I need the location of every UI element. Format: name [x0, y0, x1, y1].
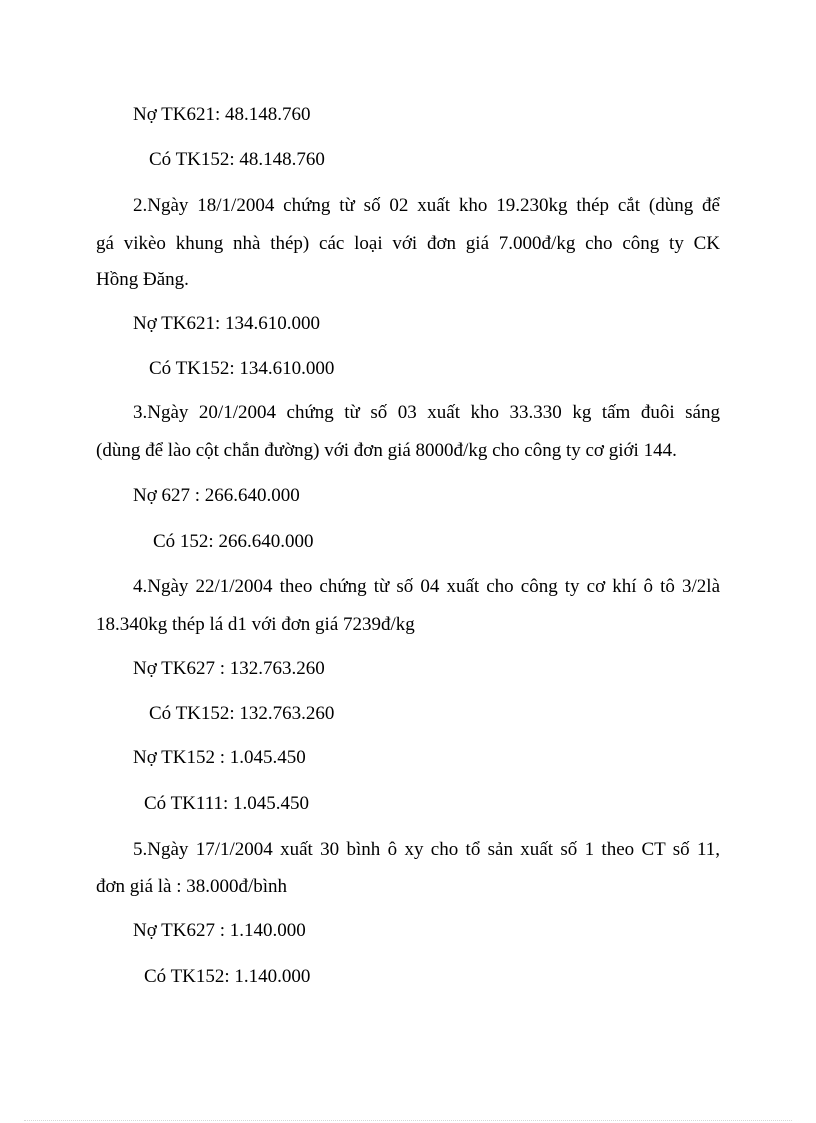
item-4-line-1: 4.Ngày 22/1/2004 theo chứng từ số 04 xuất cho công ty cơ khí ô tô 3/2là — [133, 576, 720, 597]
entry-3-debit: Nợ 627 : 266.640.000 — [133, 485, 300, 506]
entry-4-credit: Có TK152: 132.763.260 — [149, 703, 335, 724]
entry-4b-debit: Nợ TK152 : 1.045.450 — [133, 747, 306, 768]
item-3-line-1: 3.Ngày 20/1/2004 chứng từ số 03 xuất kho 33.330 kg tấm đuôi sáng — [133, 402, 720, 423]
entry-1-credit: Có TK152: 48.148.760 — [149, 149, 325, 170]
item-3-line-2: (dùng để lào cột chắn đường) với đơn giá 8000đ/kg cho công ty cơ giới 144. — [96, 440, 677, 461]
entry-1-debit: Nợ TK621: 48.148.760 — [133, 104, 311, 125]
item-2-line-1: 2.Ngày 18/1/2004 chứng từ số 02 xuất kho 19.230kg thép cắt (dùng để — [133, 195, 720, 216]
item-2-line-2: gá vikèo khung nhà thép) các loại với đơn giá 7.000đ/kg cho công ty CK — [96, 233, 720, 254]
item-5-line-1: 5.Ngày 17/1/2004 xuất 30 bình ô xy cho tổ sản xuất số 1 theo CT số 11, — [133, 839, 720, 860]
entry-3-credit: Có 152: 266.640.000 — [153, 531, 314, 552]
entry-2-debit: Nợ TK621: 134.610.000 — [133, 313, 321, 334]
entry-4b-credit: Có TK111: 1.045.450 — [144, 793, 310, 814]
entry-2-credit: Có TK152: 134.610.000 — [149, 358, 335, 379]
item-5-line-2: đơn giá là : 38.000đ/bình — [96, 876, 288, 897]
item-4-line-2: 18.340kg thép lá d1 với đơn giá 7239đ/kg — [96, 614, 415, 635]
page-bottom-divider — [24, 1120, 792, 1121]
entry-5-debit: Nợ TK627 : 1.140.000 — [133, 920, 306, 941]
item-2-line-3: Hồng Đăng. — [96, 269, 189, 290]
entry-5-credit: Có TK152: 1.140.000 — [144, 966, 311, 987]
entry-4-debit: Nợ TK627 : 132.763.260 — [133, 658, 325, 679]
